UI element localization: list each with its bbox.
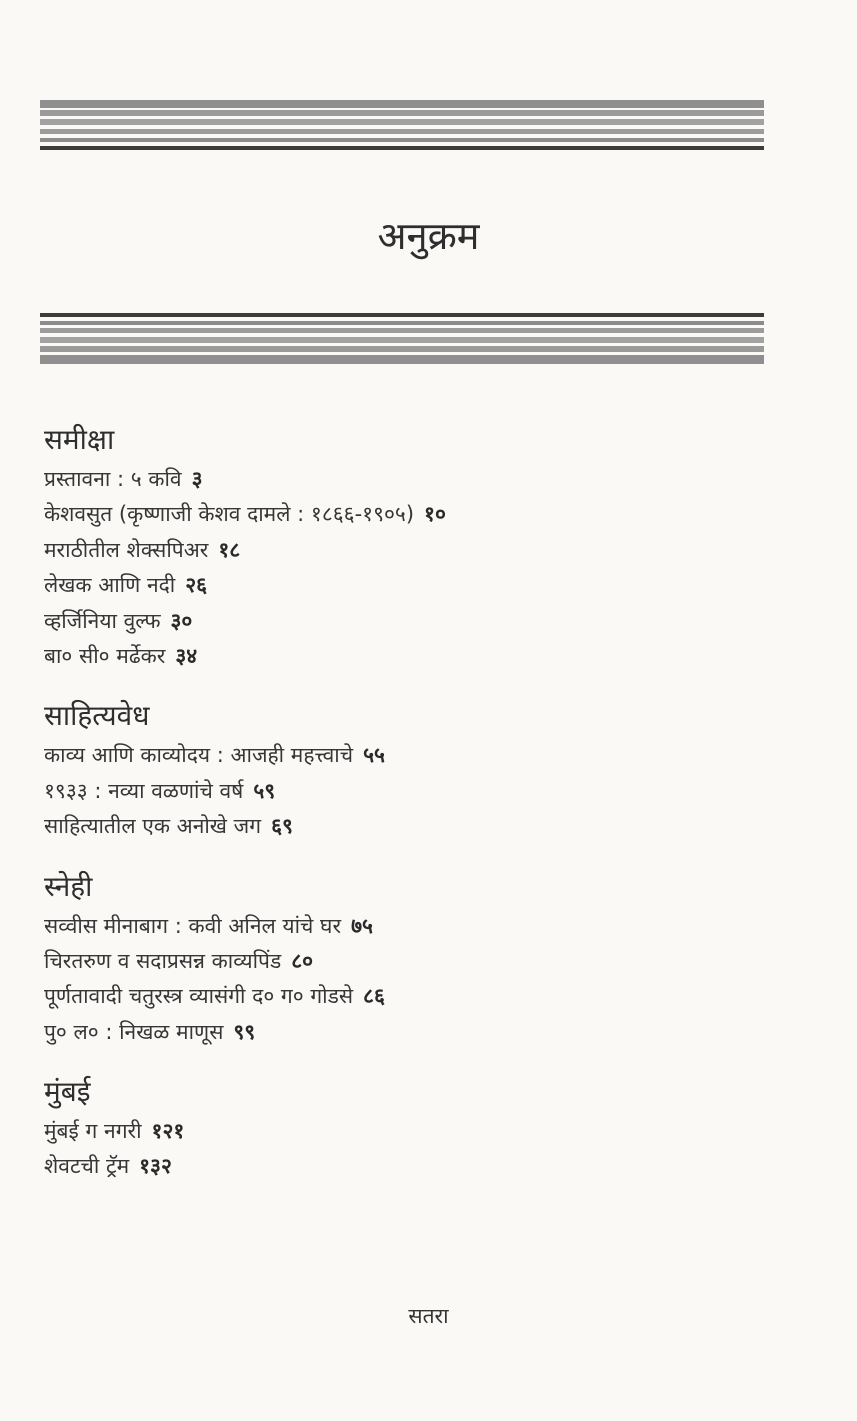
toc-section (44, 1070, 804, 1185)
toc-entry[interactable] (44, 497, 804, 532)
entry-title: पु० ल० : निखळ माणूस (44, 1019, 224, 1044)
entry-page-number: ६९ (271, 814, 293, 839)
section-heading: साहित्यवेध (44, 699, 150, 733)
entry-title: प्रस्तावना : ५ कवि (44, 467, 182, 491)
entry-page-number: ३ (191, 467, 203, 491)
toc-entry[interactable] (44, 639, 804, 674)
toc-section (44, 694, 804, 844)
section-spacer (44, 845, 804, 865)
entry-title: सव्वीस मीनाबाग : कवी अनिल यांचे घर (44, 913, 342, 938)
entry-page-number: १० (424, 502, 446, 527)
toc-entry[interactable] (44, 809, 804, 844)
entry-page-number: २६ (185, 573, 208, 598)
toc-entry[interactable] (44, 533, 804, 568)
toc-entry[interactable] (44, 979, 804, 1014)
entry-title: बा० सी० मर्ढेकर (44, 643, 166, 668)
entry-title: साहित्यातील एक अनोखे जग (44, 814, 262, 839)
band-stripe (40, 138, 764, 142)
toc-entry[interactable] (44, 604, 804, 639)
section-heading: समीक्षा (44, 423, 115, 456)
entry-page-number: १३२ (139, 1154, 172, 1179)
toc-entry[interactable] (44, 1114, 804, 1149)
entry-title: मराठीतील शेक्सपिअर (44, 537, 209, 562)
page-title: अनुक्रम (377, 214, 480, 258)
entry-title: चिरतरुण व सदाप्रसन्न काव्यपिंड (44, 948, 282, 973)
entry-title: शेवटची ट्रॅम (44, 1154, 130, 1179)
entry-page-number: ३० (170, 608, 193, 633)
band-stripe (40, 146, 764, 150)
band-stripe (40, 328, 764, 333)
toc-entry[interactable] (44, 944, 804, 979)
band-stripe (40, 355, 764, 364)
toc-entry[interactable] (44, 1015, 804, 1050)
band-stripe (40, 337, 764, 343)
band-stripe (40, 100, 764, 108)
section-heading: मुंबई (44, 1075, 91, 1109)
section-heading: स्नेही (44, 869, 93, 903)
toc-entry[interactable] (44, 738, 804, 773)
entry-title: १९३३ : नव्या वळणांचे वर्ष (44, 778, 244, 803)
toc-entry[interactable] (44, 774, 804, 809)
entry-title: केशवसुत (कृष्णाजी केशव दामले : १८६६-१९०५) (44, 502, 415, 527)
entry-page-number: ७५ (351, 913, 373, 938)
entry-page-number: ३४ (175, 643, 198, 668)
decorative-band-top (40, 100, 764, 152)
decorative-band-bottom (40, 313, 764, 365)
entry-title: व्हर्जिनिया वुल्फ (44, 608, 161, 633)
toc-entry[interactable] (44, 462, 804, 497)
band-stripe (40, 110, 764, 116)
band-stripe (40, 119, 764, 125)
section-spacer (44, 674, 804, 694)
band-stripe (40, 129, 764, 134)
toc-entry[interactable] (44, 1149, 804, 1184)
band-stripe (40, 321, 764, 325)
entry-page-number: १२१ (151, 1119, 185, 1144)
entry-page-number: ५५ (363, 743, 385, 768)
toc-section (44, 418, 804, 674)
band-stripe (40, 313, 764, 317)
page-number-footer: सतरा (408, 1304, 449, 1328)
entry-title: काव्य आणि काव्योदय : आजही महत्त्वाचे (44, 743, 354, 768)
entry-title: पूर्णतावादी चतुरस्त्र व्यासंगी द० ग० गोडसे (44, 984, 354, 1009)
table-of-contents (44, 418, 804, 1185)
entry-page-number: ८० (291, 948, 314, 973)
toc-entry[interactable] (44, 568, 804, 603)
entry-title: लेखक आणि नदी (44, 573, 176, 598)
band-stripe (40, 346, 764, 352)
entry-page-number: ५९ (253, 778, 276, 803)
entry-page-number: १८ (218, 537, 241, 562)
toc-section (44, 865, 804, 1051)
entry-title: मुंबई ग नगरी (44, 1119, 142, 1144)
toc-entry[interactable] (44, 909, 804, 944)
section-spacer (44, 1050, 804, 1070)
entry-page-number: ९९ (233, 1019, 256, 1044)
entry-page-number: ८६ (363, 984, 385, 1009)
